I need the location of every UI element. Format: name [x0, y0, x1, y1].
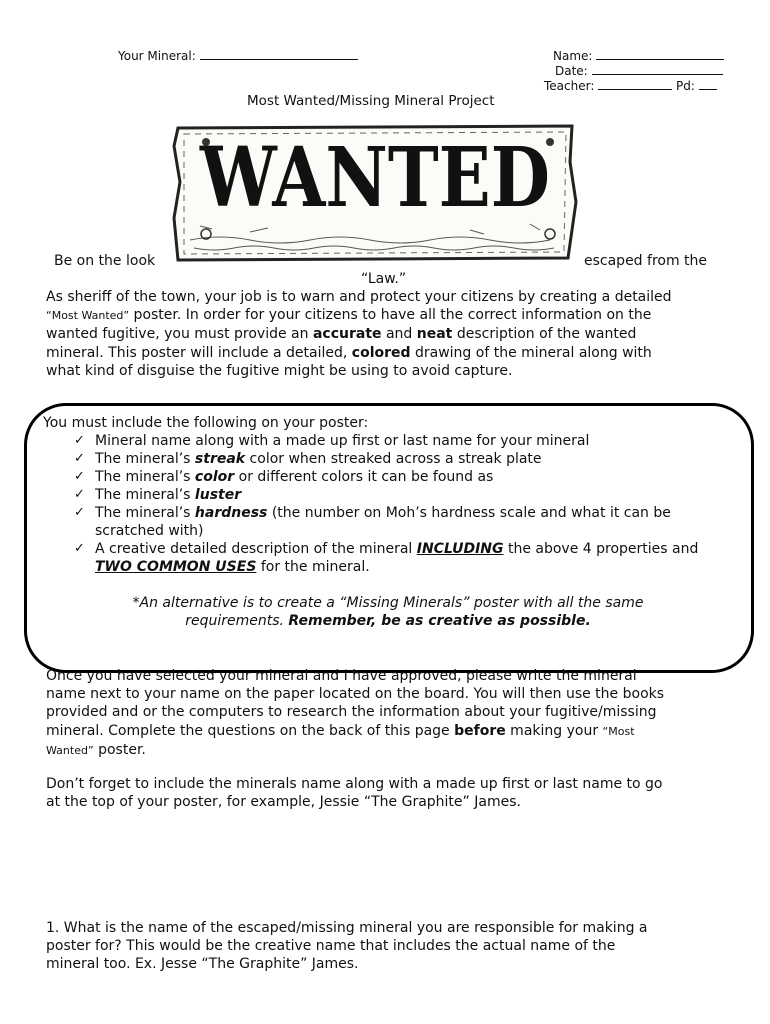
- instructions-text: making your: [505, 722, 603, 739]
- item-text: (the number on Moh’s hardness scale and what it can be scratched with): [95, 505, 671, 539]
- requirements-list: [45, 432, 735, 576]
- checkmark-icon: ✓: [74, 433, 85, 448]
- before-bold: before: [454, 722, 506, 739]
- your-mineral-blank[interactable]: [200, 48, 358, 60]
- list-item: [45, 468, 735, 486]
- item-text: The mineral’s: [95, 505, 195, 521]
- neat-bold: neat: [416, 326, 453, 343]
- wanted-title: WANTED: [199, 130, 550, 226]
- including-emphasis: INCLUDING: [416, 541, 504, 557]
- item-text: A creative detailed description of the mineral: [95, 541, 417, 557]
- intro-line: what kind of disguise the fugitive might be using to avoid capture.: [46, 362, 513, 379]
- intro-text: wanted fugitive, you must provide an: [46, 326, 313, 343]
- checkmark-icon: ✓: [74, 469, 85, 484]
- intro-line: [46, 344, 746, 362]
- instructions-paragraph: [46, 667, 746, 760]
- pd-label: Pd:: [676, 79, 695, 93]
- most-wanted-small: “Most Wanted”: [46, 309, 130, 323]
- name-blank[interactable]: [596, 48, 724, 60]
- intro-text: poster. In order for your citizens to have all the correct information on the: [129, 307, 652, 324]
- alternative-note: [110, 594, 666, 630]
- colored-bold: colored: [351, 344, 411, 361]
- checkmark-icon: ✓: [74, 451, 85, 466]
- wanted-banner-image: [170, 122, 580, 264]
- intro-text: description of the wanted: [452, 326, 637, 343]
- instructions-line: [46, 722, 746, 741]
- wanted-small: Wanted”: [46, 743, 94, 757]
- most-small: “Most: [602, 724, 635, 738]
- accurate-bold: accurate: [312, 326, 382, 343]
- intro-line: [46, 325, 746, 343]
- question-line: 1. What is the name of the escaped/missing mineral you are responsible for making a: [46, 920, 648, 936]
- note-text: *An alternative is to create a “Missing Minerals” poster with all the same requirements.: [132, 595, 644, 629]
- page-title: Most Wanted/Missing Mineral Project: [247, 93, 495, 109]
- hardness-emphasis: hardness: [194, 505, 268, 521]
- intro-line: As sheriff of the town, your job is to warn and protect your citizens by creating a detailed: [46, 289, 672, 305]
- teacher-label: Teacher:: [544, 79, 595, 93]
- date-label: Date:: [555, 64, 588, 78]
- instructions-line: name next to your name on the paper located on the board. You will then use the books: [46, 686, 665, 703]
- reminder-paragraph: [46, 775, 746, 811]
- intro-paragraph: [46, 288, 746, 380]
- intro-text: mineral. This poster will include a detailed,: [46, 344, 352, 361]
- item-text: color when streaked across a streak plate: [245, 451, 542, 467]
- item-text: The mineral’s: [95, 469, 195, 485]
- wanted-banner: [170, 122, 580, 264]
- date-row: [555, 63, 723, 78]
- streak-emphasis: streak: [194, 451, 246, 467]
- teacher-blank[interactable]: [598, 78, 672, 90]
- name-label: Name:: [553, 49, 593, 63]
- lookout-left: Be on the look: [54, 253, 156, 269]
- name-row: [553, 48, 724, 63]
- question-line: poster for? This would be the creative name that includes the actual name of the: [46, 938, 616, 955]
- question-line: mineral too. Ex. Jesse “The Graphite” James.: [46, 956, 359, 973]
- reminder-line: at the top of your poster, for example, Jessie “The Graphite” James.: [46, 794, 521, 811]
- your-mineral-label: Your Mineral:: [118, 49, 196, 63]
- checkmark-icon: ✓: [74, 505, 85, 520]
- note-emphasis: Remember, be as creative as possible.: [288, 613, 591, 629]
- law-line: “Law.”: [361, 271, 407, 287]
- teacher-row: [544, 78, 717, 93]
- date-blank[interactable]: [592, 63, 723, 75]
- item-text: for the mineral.: [256, 559, 370, 575]
- instructions-text: mineral. Complete the questions on the back of this page: [46, 722, 455, 739]
- item-text: or different colors it can be found as: [234, 469, 494, 485]
- list-item: [45, 486, 735, 504]
- item-text: Mineral name along with a made up first or last name for your mineral: [95, 433, 590, 449]
- instructions-text: poster.: [93, 741, 146, 758]
- pd-blank[interactable]: [699, 78, 717, 90]
- lookout-right: escaped from the: [584, 253, 708, 269]
- color-emphasis: color: [194, 469, 235, 485]
- list-item: [45, 540, 735, 576]
- list-item: [45, 504, 735, 540]
- list-item: [45, 432, 735, 450]
- luster-emphasis: luster: [194, 487, 242, 503]
- item-text: The mineral’s: [95, 451, 195, 467]
- reminder-line: Don’t forget to include the minerals name along with a made up first or last name to go: [46, 776, 663, 792]
- instructions-line: [46, 741, 746, 760]
- item-text: the above 4 properties and: [503, 541, 699, 557]
- intro-line: [46, 306, 746, 325]
- your-mineral-row: [118, 48, 358, 63]
- requirements-heading: You must include the following on your poster:: [43, 415, 369, 431]
- instructions-line: Once you have selected your mineral and I have approved, please write the mineral: [46, 668, 637, 684]
- intro-text: and: [381, 326, 417, 343]
- two-uses-emphasis: TWO COMMON USES: [95, 559, 257, 575]
- item-text: The mineral’s: [95, 487, 195, 503]
- checkmark-icon: ✓: [74, 487, 85, 502]
- instructions-line: provided and or the computers to research the information about your fugitive/missing: [46, 704, 657, 721]
- intro-text: drawing of the mineral along with: [410, 344, 652, 361]
- question-1: [46, 919, 746, 974]
- checkmark-icon: ✓: [74, 541, 85, 556]
- list-item: [45, 450, 735, 468]
